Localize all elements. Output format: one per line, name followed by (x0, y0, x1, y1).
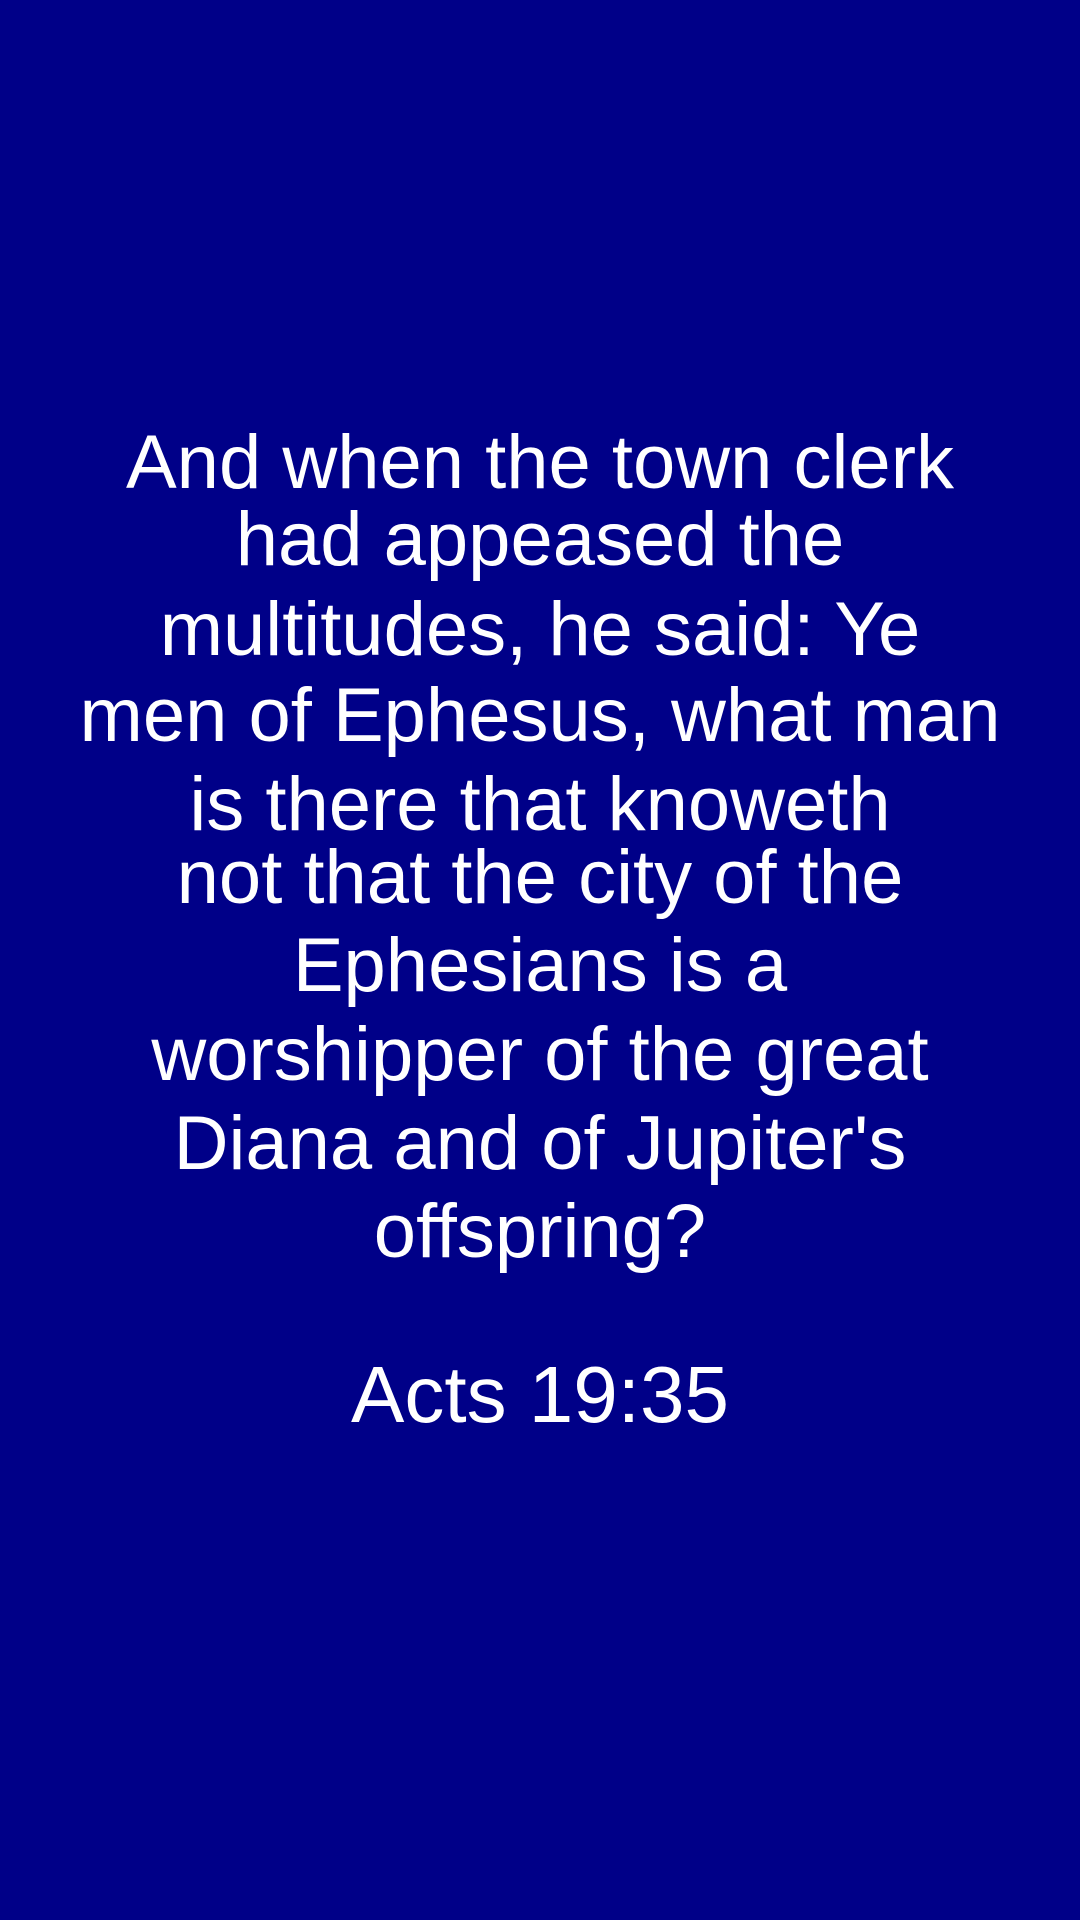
verse-line: had appeased the (235, 497, 845, 582)
verse-line: men of Ephesus, what man (79, 673, 1001, 758)
verse-line: Ephesians is a (292, 923, 788, 1008)
verse-line: Diana and of Jupiter's (173, 1101, 907, 1186)
verse-line: is there that knoweth (189, 762, 891, 847)
verse-line: offspring? (373, 1189, 707, 1274)
verse-line: not that the city of the (176, 835, 904, 920)
verse-reference: Acts 19:35 (350, 1350, 729, 1439)
verse-line: multitudes, he said: Ye (159, 587, 921, 672)
verse-line: And when the town clerk (125, 420, 955, 505)
verse-line: worshipper of the great (151, 1012, 929, 1097)
